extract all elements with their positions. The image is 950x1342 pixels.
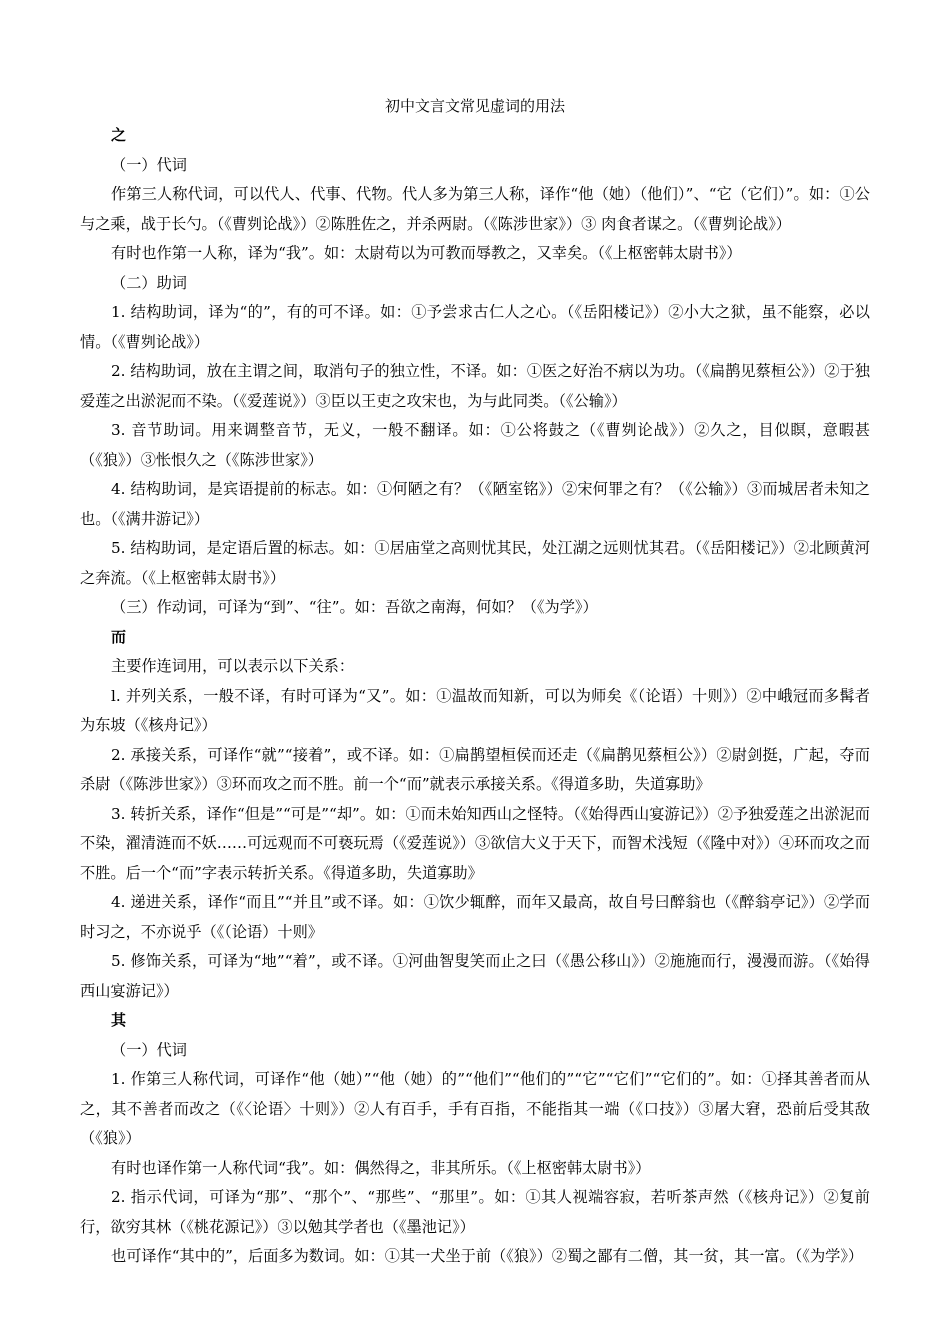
paragraph: 有时也作第一人称，译为“我”。如：太尉苟以为可教而辱教之，又幸矣。（《上枢密韩太尉书》） <box>111 244 742 262</box>
section-heading-zhi: 之 <box>111 126 127 144</box>
paragraph: 2. 结构助词，放在主谓之间，取消句子的独立性，不译。如：①医之好治不病以为功。（《扁鹊见蔡桓公》）②于独爱莲之出淤泥而不染。（《爱莲说》）③臣以王吏之攻宋也，为与此同类。（《公输》） <box>80 362 870 410</box>
paragraph: 主要作连词用，可以表示以下关系： <box>111 657 354 675</box>
paragraph: 2. 指示代词，可译为“那”、“那个”、“那些”、“那里”。如：①其人视端容寂，若听茶声然（《核舟记》）②复前行，欲穷其林（《桃花源记》）③以勉其学者也（《墨池记》） <box>80 1188 870 1236</box>
subheading: （二）助词 <box>111 273 187 292</box>
section-heading-qi: 其 <box>111 1011 127 1029</box>
paragraph: 1. 作第三人称代词，可译作“他（她）”“他（她）的”“他们”“他们的”“它”“它们”“它们的”。如：①择其善者而从之，其不善者而改之（《〈论语〉十则》）②人有百手，手有百指，不能指其一端（《口技》）③屠大窘，恐前后受其敌（《狼》） <box>80 1070 870 1147</box>
document-title: 初中文言文常见虚词的用法 <box>384 97 565 115</box>
paragraph: 3. 音节助词。用来调整音节，无义，一般不翻译。如：①公将鼓之（《曹刿论战》）②久之，目似瞑，意暇甚（《狼》）③怅恨久之（《陈涉世家》） <box>80 421 870 469</box>
paragraph: 作第三人称代词，可以代人、代事、代物。代人多为第三人称，译作“他（她）（他们）”、“它（它们）”。如：①公与之乘，战于长勺。（《曹刿论战》）②陈胜佐之，并杀两尉。（《陈涉世家》）③ 肉食者谋之。（《曹刿论战》） <box>80 185 870 233</box>
paragraph: 5. 修饰关系，可译为“地”“着”，或不译。①河曲智叟笑而止之曰（《愚公移山》）②施施而行，漫漫而游。（《始得西山宴游记》） <box>80 952 870 1000</box>
paragraph: 5. 结构助词，是定语后置的标志。如：①居庙堂之高则忧其民，处江湖之远则忧其君。（《岳阳楼记》）②北顾黄河之奔流。（《上枢密韩太尉书》） <box>80 539 870 587</box>
subheading: （一）代词 <box>111 1040 187 1059</box>
paragraph: 也可译作“其中的”，后面多为数词。如：①其一犬坐于前（《狼》）②蜀之鄙有二僧，其一贫，其一富。（《为学》） <box>111 1247 864 1265</box>
paragraph: 有时也译作第一人称代词“我”。如：偶然得之，非其所乐。（《上枢密韩太尉书》） <box>111 1158 651 1177</box>
paragraph: 4. 结构助词，是宾语提前的标志。如：①何陋之有？（《陋室铭》）②宋何罪之有？（《公输》）③而城居者未知之也。（《满井游记》） <box>80 480 870 528</box>
subheading: （一）代词 <box>111 155 187 174</box>
paragraph: 4. 递进关系，译作“而且”“并且”或不译。如：①饮少辄醉，而年又最高，故自号曰醉翁也（《醉翁亭记》）②学而时习之，不亦说乎（《（论语）十则》 <box>80 893 870 941</box>
paragraph: 3. 转折关系，译作“但是”“可是”“却”。如：①而未始知西山之怪特。（《始得西山宴游记》）②予独爱莲之出淤泥而不染，濯清涟而不妖……可远观而不可亵玩焉（《爱莲说》）③欲信大义于天下，而智术浅短（《隆中对》）④环而攻之而不胜。后一个“而”字表示转折关系。《得道多助，失道寡助》 <box>80 804 870 882</box>
paragraph: l. 并列关系，一般不译，有时可译为“又”。如：①温故而知新，可以为师矣《（论语）十则》）②中峨冠而多髯者为东坡（《核舟记》） <box>80 686 870 734</box>
subheading: （三）作动词，可译为“到”、“往”。如：吾欲之南海，何如？（《为学》） <box>111 598 598 616</box>
paragraph: 2. 承接关系，可译作“就”“接着”，或不译。如：①扁鹊望桓侯而还走（《扁鹊见蔡桓公》）②尉剑挺，广起，夺而杀尉（《陈涉世家》）③环而攻之而不胜。前一个“而”就表示承接关系。《得道多助，失道寡助》 <box>80 745 870 793</box>
section-heading-er: 而 <box>111 627 127 646</box>
paragraph: 1. 结构助词，译为“的”，有的可不译。如：①予尝求古仁人之心。（《岳阳楼记》）②小大之狱，虽不能察，必以情。（《曹刿论战》） <box>80 303 870 351</box>
